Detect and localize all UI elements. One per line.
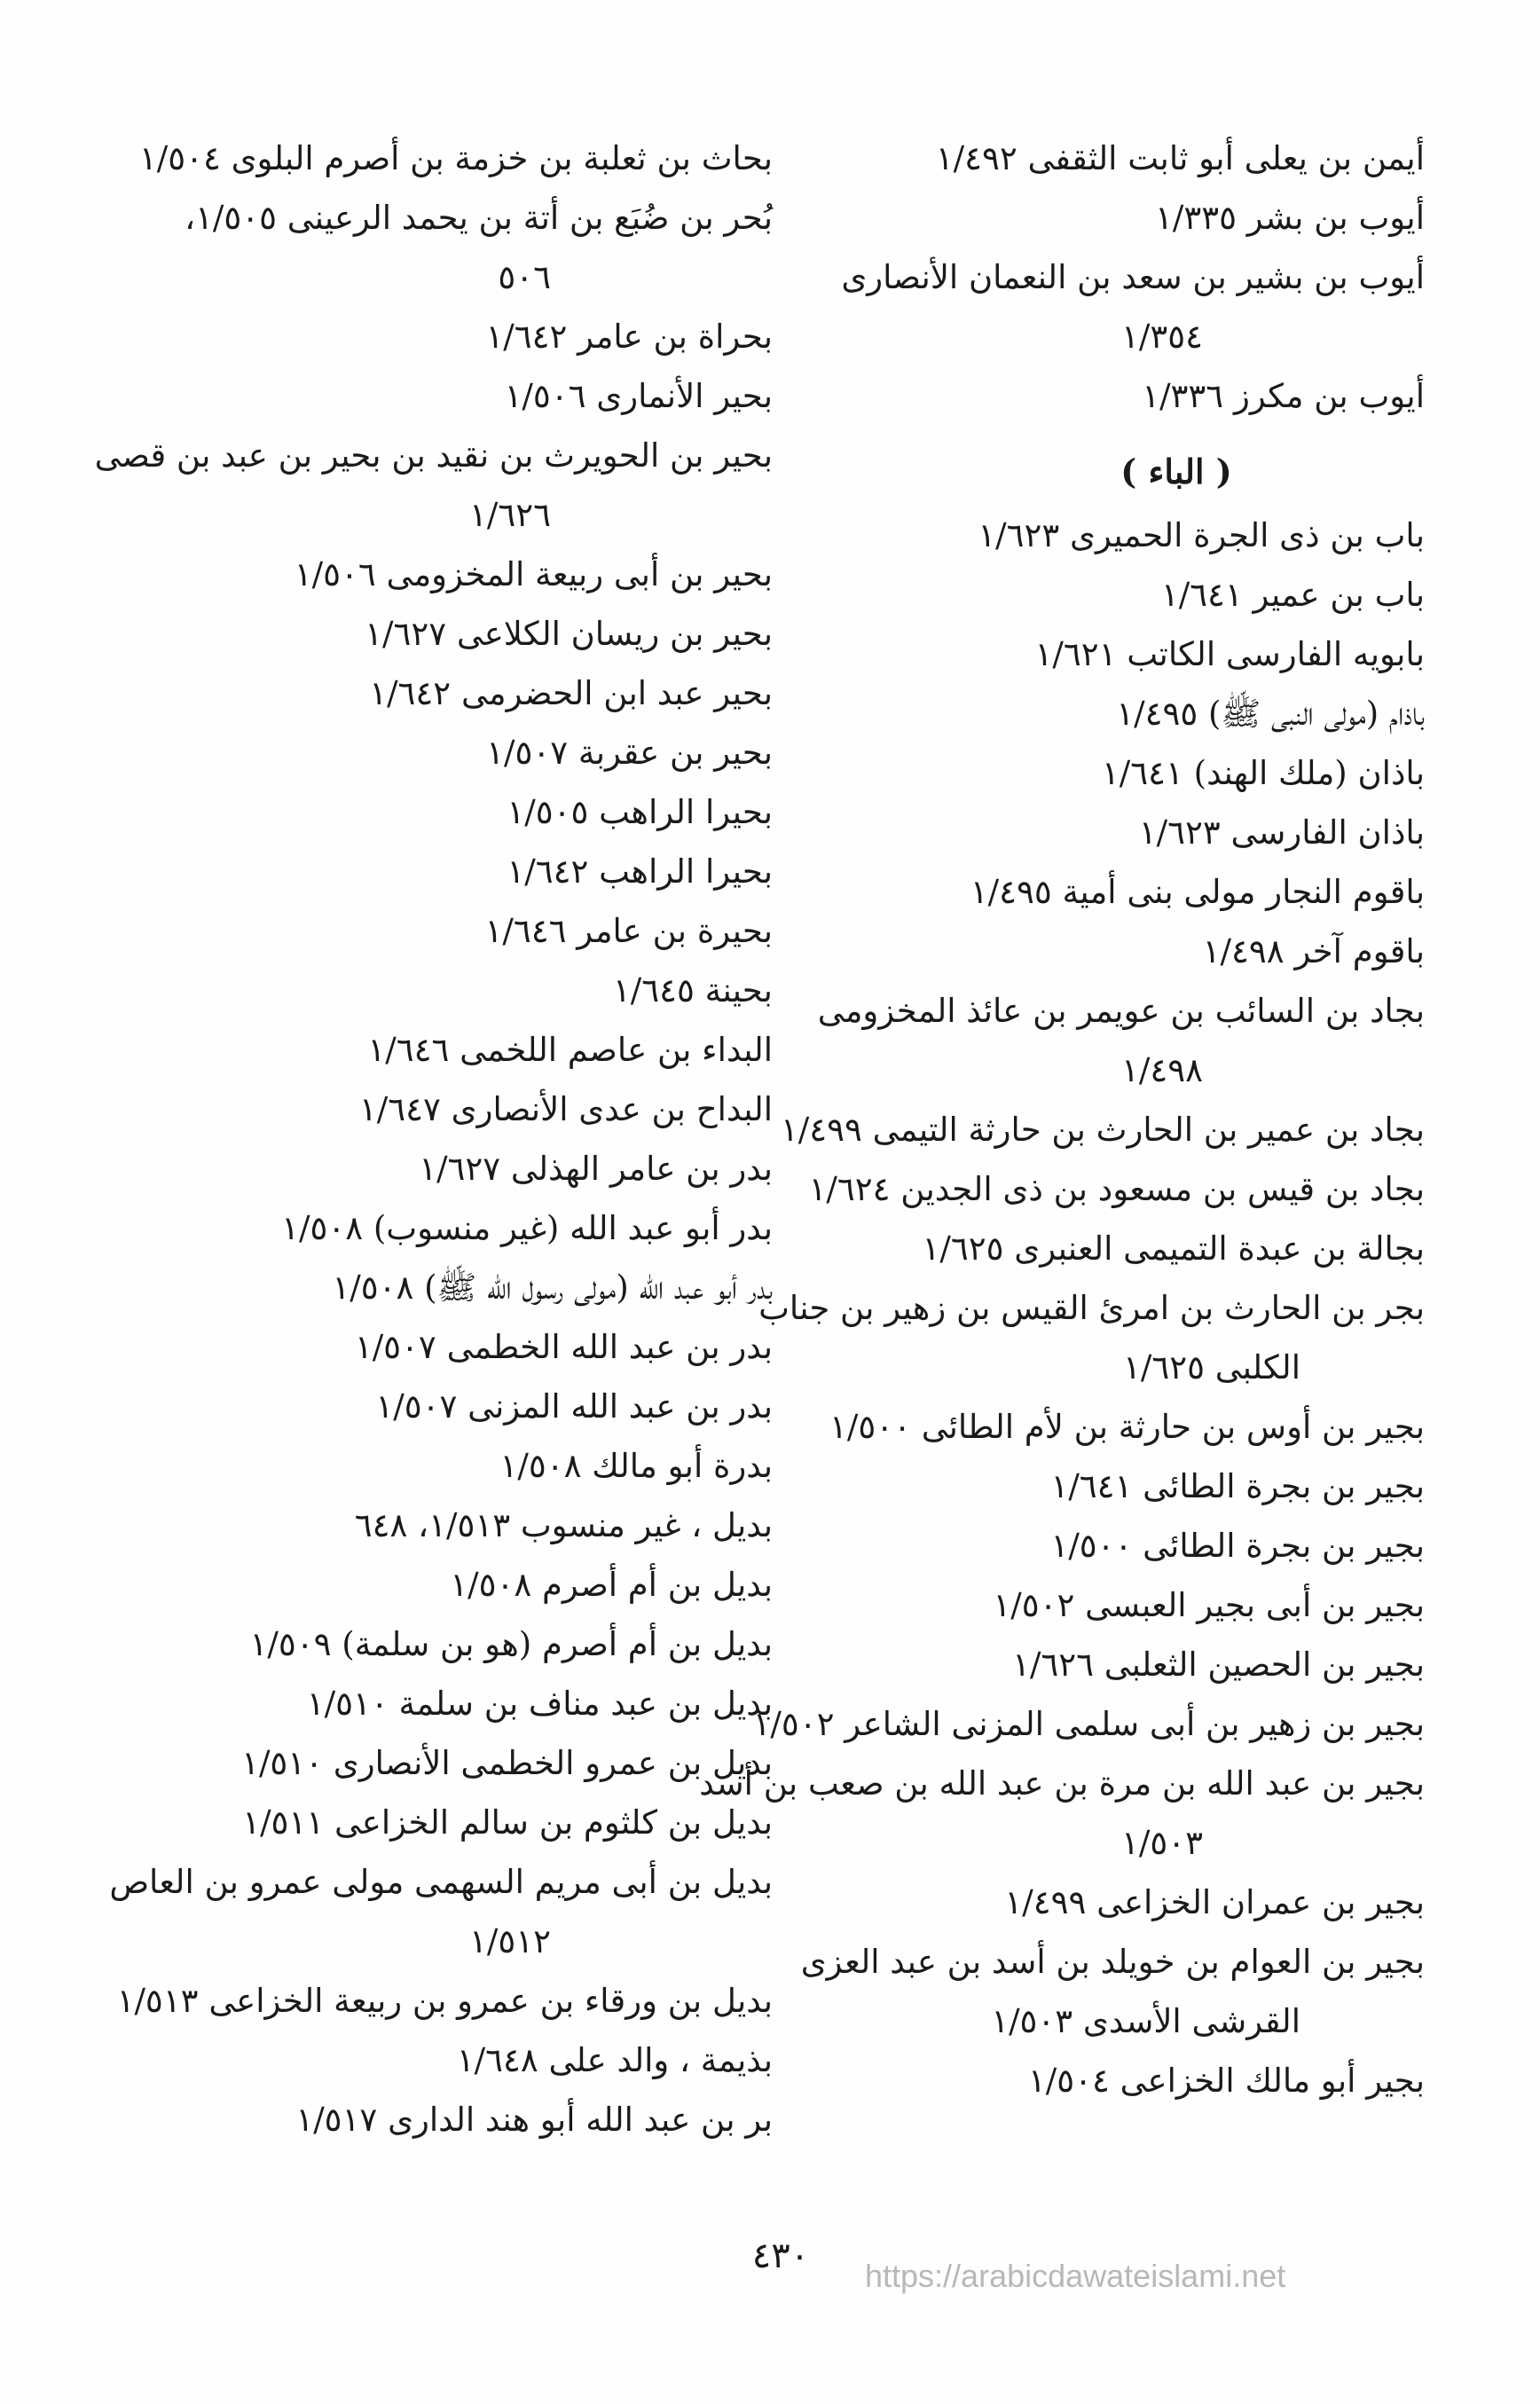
index-entry — [699, 1754, 1425, 1873]
index-entry — [134, 723, 773, 782]
index-entry — [795, 862, 1425, 922]
index-entry — [134, 188, 773, 307]
entry-line: بجاد بن عمير بن الحارث بن حارثة التيمى ١/٤٩٩ — [780, 1111, 1425, 1149]
index-entry — [795, 129, 1425, 188]
index-entry — [134, 782, 773, 842]
index-entry — [109, 1852, 773, 1971]
index-entry — [134, 129, 773, 188]
entry-continuation: ١/٥٠٣ — [1121, 1824, 1203, 1862]
index-entry — [134, 1674, 773, 1733]
index-entry — [134, 2090, 773, 2149]
entry-line: بجير بن الحصين الثعلبى ١/٦٢٦ — [1012, 1646, 1425, 1684]
index-entry — [795, 1516, 1425, 1575]
entry-line: باقوم آخر ١/٤٩٨ — [1202, 932, 1425, 970]
index-entry — [795, 1575, 1425, 1635]
entry-line: بجير بن العوام بن خويلد بن أسد بن عبد العزى — [800, 1943, 1425, 1981]
index-entry — [134, 1020, 773, 1080]
index-entry — [795, 1457, 1425, 1516]
entry-line: بحيرا الراهب ١/٦٤٢ — [507, 852, 773, 891]
index-entry — [795, 2051, 1425, 2110]
entry-continuation: ٥٠٦ — [498, 258, 551, 296]
entry-line: بديل بن أم أصرم ١/٥٠٨ — [450, 1566, 773, 1604]
entry-line: بديل بن أبى مريم السهمى مولى عمرو بن العاص — [109, 1863, 773, 1901]
entry-line: بجالة بن عبدة التميمى العنبرى ١/٦٢٥ — [922, 1229, 1425, 1268]
entry-line: بحير بن عقربة ١/٥٠٧ — [486, 734, 773, 772]
entry-line: بجير بن أبى بجير العبسى ١/٥٠٢ — [993, 1586, 1425, 1624]
index-entry — [134, 901, 773, 961]
index-entry — [134, 1614, 773, 1674]
entry-line: باذام (مولى النبى ﷺ) ١/٤٩٥ — [1116, 695, 1425, 733]
entry-line: بديل بن عمرو الخطمى الأنصارى ١/٥١٠ — [241, 1744, 773, 1782]
index-entry — [134, 664, 773, 723]
entry-line: باب بن ذى الجرة الحميرى ١/٦٢٣ — [978, 516, 1425, 554]
index-column-right — [699, 129, 1425, 2110]
index-entry — [795, 922, 1425, 981]
entry-line: بدر بن عبد الله الخطمى ١/٥٠٧ — [354, 1328, 773, 1366]
index-column-left — [94, 129, 773, 2149]
index-entry — [134, 1139, 773, 1198]
index-entry — [134, 2031, 773, 2090]
index-entry — [795, 803, 1425, 862]
index-entry — [134, 1436, 773, 1496]
entry-line: بجير أبو مالك الخزاعى ١/٥٠٤ — [1027, 2062, 1425, 2100]
entry-line: بدر أبو عبد الله (غير منسوب) ١/٥٠٨ — [281, 1209, 773, 1247]
index-entry — [134, 1793, 773, 1852]
index-entry — [758, 1278, 1425, 1397]
index-entry — [795, 366, 1425, 426]
index-entry — [795, 981, 1425, 1100]
entry-line: بحاث بن ثعلبة بن خزمة بن أصرم البلوى ١/٥٠٤ — [138, 139, 773, 177]
entry-line: بجير بن عبد الله بن مرة بن عبد الله بن صعب بن أسد — [699, 1764, 1425, 1803]
entry-line: بحيرا الراهب ١/٥٠٥ — [507, 793, 773, 831]
entry-continuation: ١/٣٥٤ — [1121, 318, 1203, 356]
index-entry — [795, 247, 1425, 366]
index-entry — [795, 1219, 1425, 1278]
entry-line: بحير بن أبى ربيعة المخزومى ١/٥٠٦ — [294, 555, 773, 593]
index-entry — [134, 1080, 773, 1139]
entry-line: بر بن عبد الله أبو هند الدارى ١/٥١٧ — [295, 2101, 773, 2139]
index-entry — [134, 1258, 773, 1317]
entry-line: بحير بن ريسان الكلاعى ١/٦٢٧ — [365, 615, 773, 653]
watermark-url: https://arabicdawateislami.net — [865, 2258, 1286, 2294]
entry-line: بديل بن ورقاء بن عمرو بن ربيعة الخزاعى ١/٥١٣ — [116, 1982, 773, 2020]
index-entry — [795, 188, 1425, 247]
entry-continuation: ١/٤٩٨ — [1121, 1051, 1203, 1089]
index-entry — [94, 426, 773, 545]
index-entry — [134, 1377, 773, 1436]
index-entry — [752, 1694, 1425, 1754]
index-entry — [134, 1733, 773, 1793]
index-entry — [795, 625, 1425, 684]
index-entry — [795, 1397, 1425, 1457]
index-entry — [795, 684, 1425, 743]
index-entry — [134, 604, 773, 664]
entry-line: البداء بن عاصم اللخمى ١/٦٤٦ — [367, 1031, 773, 1069]
entry-continuation: ١/٦٢٦ — [469, 496, 551, 534]
index-entry — [134, 1555, 773, 1614]
entry-line: بديل بن كلثوم بن سالم الخزاعى ١/٥١١ — [242, 1803, 773, 1842]
entry-line: بدر أبو عبد الله (مولى رسول الله ﷺ) ١/٥٠٨ — [332, 1269, 773, 1307]
entry-line: باب بن عمير ١/٦٤١ — [1160, 576, 1425, 614]
entry-line: باذان (ملك الهند) ١/٦٤١ — [1101, 754, 1425, 792]
entry-line: بدر بن عامر الهذلى ١/٦٢٧ — [419, 1150, 773, 1188]
entry-line: بديل بن أم أصرم (هو بن سلمة) ١/٥٠٩ — [249, 1625, 773, 1663]
entry-line: بُحر بن ضُبَع بن أتة بن يحمد الرعينى ١/٥٠٥، — [185, 199, 773, 237]
entry-line: أيوب بن بشر ١/٣٣٥ — [1155, 199, 1425, 237]
entry-line: بحراة بن عامر ١/٦٤٢ — [485, 318, 773, 356]
index-entry — [134, 307, 773, 366]
index-entry — [134, 961, 773, 1020]
entry-line: بذيمة ، والد على ١/٦٤٨ — [456, 2041, 773, 2079]
index-entry — [134, 1317, 773, 1377]
entry-continuation: الكلبى ١/٦٢٥ — [1123, 1348, 1300, 1387]
index-entry — [795, 506, 1425, 565]
entry-line: بديل ، غير منسوب ١/٥١٣، ٦٤٨ — [354, 1506, 773, 1544]
entry-line: باذان الفارسى ١/٦٢٣ — [1138, 813, 1425, 852]
index-entry — [795, 1932, 1425, 2051]
entry-line: بجاد بن قيس بن مسعود بن ذى الجدين ١/٦٢٤ — [808, 1170, 1425, 1208]
entry-line: بجر بن الحارث بن امرئ القيس بن زهير بن جناب — [758, 1289, 1425, 1327]
entry-line: بجير بن أوس بن حارثة بن لأم الطائى ١/٥٠٠ — [829, 1408, 1425, 1446]
entry-continuation: ١/٥١٢ — [469, 1922, 551, 1960]
entry-line: بحير الأنمارى ١/٥٠٦ — [504, 377, 773, 415]
index-entry — [780, 1100, 1425, 1159]
entry-line: بحير عبد ابن الحضرمى ١/٦٤٢ — [369, 674, 773, 712]
page-number: ٤٣٠ — [751, 2235, 810, 2276]
entry-line: بديل بن عبد مناف بن سلمة ١/٥١٠ — [306, 1685, 773, 1723]
index-entry — [795, 1635, 1425, 1694]
entry-line: أيمن بن يعلى أبو ثابت الثقفى ١/٤٩٢ — [935, 139, 1425, 177]
entry-line: بجير بن بجرة الطائى ١/٥٠٠ — [1050, 1527, 1425, 1565]
index-entry — [134, 545, 773, 604]
entry-line: بجاد بن السائب بن عويمر بن عائذ المخزومى — [817, 992, 1425, 1030]
index-entry — [795, 743, 1425, 803]
index-entry — [134, 1496, 773, 1555]
entry-line: أيوب بن بشير بن سعد بن النعمان الأنصارى — [841, 258, 1425, 296]
entry-line: باقوم النجار مولى بنى أمية ١/٤٩٥ — [970, 873, 1425, 911]
index-entry — [116, 1971, 773, 2031]
entry-line: بدرة أبو مالك ١/٥٠٨ — [499, 1447, 773, 1485]
index-entry — [134, 842, 773, 901]
entry-line: أيوب بن مكرز ١/٣٣٦ — [1142, 377, 1425, 415]
entry-line: البداح بن عدى الأنصارى ١/٦٤٧ — [358, 1090, 773, 1128]
index-entry — [134, 366, 773, 426]
entry-line: بابويه الفارسى الكاتب ١/٦٢١ — [1034, 635, 1425, 673]
index-entry — [795, 1159, 1425, 1219]
section-heading: ( الباء ) — [1120, 452, 1232, 491]
entry-line: بجير بن عمران الخزاعى ١/٤٩٩ — [1004, 1883, 1425, 1921]
entry-line: بجير بن بجرة الطائى ١/٦٤١ — [1050, 1467, 1425, 1505]
entry-line: بدر بن عبد الله المزنى ١/٥٠٧ — [375, 1387, 773, 1426]
entry-line: بحينة ١/٦٤٥ — [612, 971, 773, 1010]
entry-line: بحيرة بن عامر ١/٦٤٦ — [484, 912, 773, 950]
entry-line: بجير بن زهير بن أبى سلمى المزنى الشاعر ١/٥٠٢ — [752, 1705, 1425, 1743]
entry-line: بحير بن الحويرث بن نقيد بن بحير بن عبد بن قصى — [94, 436, 773, 475]
index-entry — [795, 565, 1425, 625]
index-entry — [134, 1198, 773, 1258]
entry-continuation: القرشى الأسدى ١/٥٠٣ — [991, 2002, 1300, 2040]
index-entry — [795, 1873, 1425, 1932]
